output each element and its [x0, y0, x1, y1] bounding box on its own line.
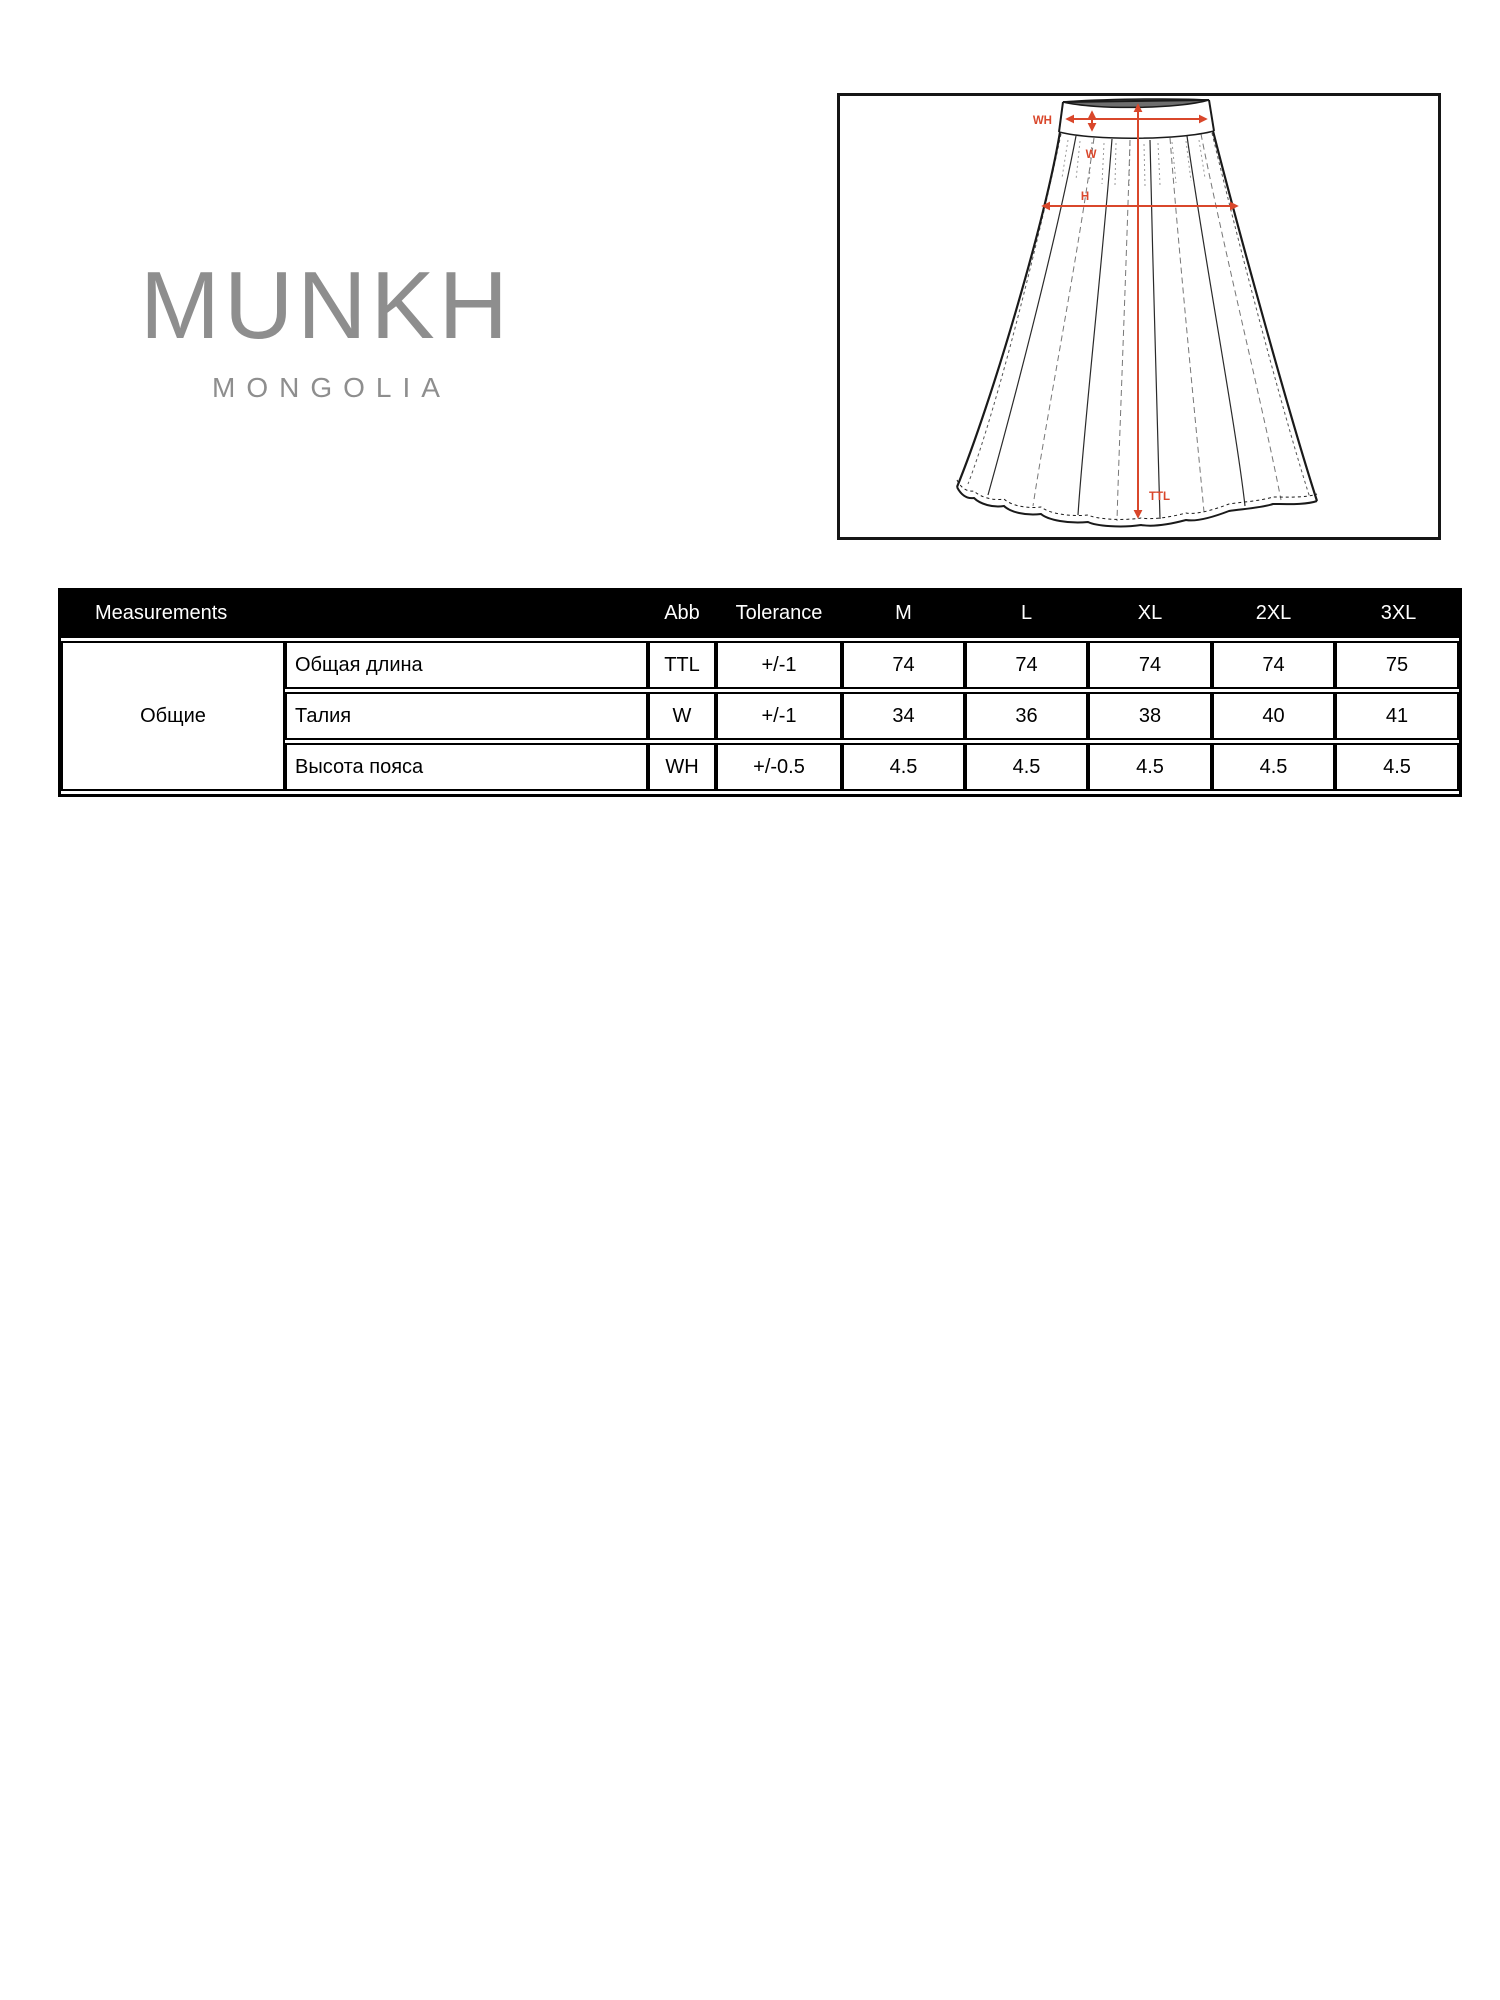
header-tolerance: Tolerance [735, 601, 823, 624]
gather-ticks [1062, 140, 1205, 186]
header-size-2xl: 2XL [1255, 601, 1292, 624]
row-abb: WH [648, 743, 716, 791]
cell-value: 4.5 [1212, 743, 1335, 791]
brand-subtitle: MONGOLIA [212, 372, 451, 403]
cell-value: 74 [1212, 641, 1335, 689]
table-body [58, 638, 1462, 797]
cell-value: 40 [1212, 692, 1335, 740]
cell-value: 4.5 [1088, 743, 1212, 791]
header-size-3xl: 3XL [1380, 601, 1417, 624]
group-cell: Общие [61, 641, 285, 791]
measurement-table [58, 588, 1462, 797]
cell-value: 4.5 [1335, 743, 1459, 791]
measurement-labels [1033, 115, 1170, 503]
label-w: W [1085, 149, 1097, 161]
cell-value: 74 [1088, 641, 1212, 689]
cell-value: 74 [842, 641, 965, 689]
row-tolerance: +/-0.5 [716, 743, 842, 791]
brand-logo [136, 252, 516, 404]
header-abb: Abb [664, 601, 700, 624]
cell-value: 36 [965, 692, 1088, 740]
header-size-xl: XL [1137, 601, 1163, 624]
cell-value: 4.5 [842, 743, 965, 791]
label-ttl: TTL [1149, 491, 1171, 503]
cell-value: 74 [965, 641, 1088, 689]
label-h: H [1080, 191, 1090, 203]
header-size-m: M [895, 601, 912, 624]
cell-value: 75 [1335, 641, 1459, 689]
row-abb: TTL [648, 641, 716, 689]
label-wh: WH [1032, 115, 1052, 127]
cell-value: 4.5 [965, 743, 1088, 791]
skirt-technical-drawing [840, 96, 1438, 537]
row-name: Общая длина [285, 641, 648, 689]
row-tolerance: +/-1 [716, 692, 842, 740]
skirt-diagram-box [837, 93, 1441, 540]
row-abb: W [648, 692, 716, 740]
cell-value: 38 [1088, 692, 1212, 740]
header-measurements: Measurements [95, 601, 228, 624]
row-tolerance: +/-1 [716, 641, 842, 689]
row-name: Талия [285, 692, 648, 740]
brand-name: MUNKH [140, 252, 512, 359]
cell-value: 34 [842, 692, 965, 740]
header-size-l: L [1020, 601, 1033, 624]
row-name: Высота пояса [285, 743, 648, 791]
table-header-row [58, 588, 1462, 638]
cell-value: 41 [1335, 692, 1459, 740]
